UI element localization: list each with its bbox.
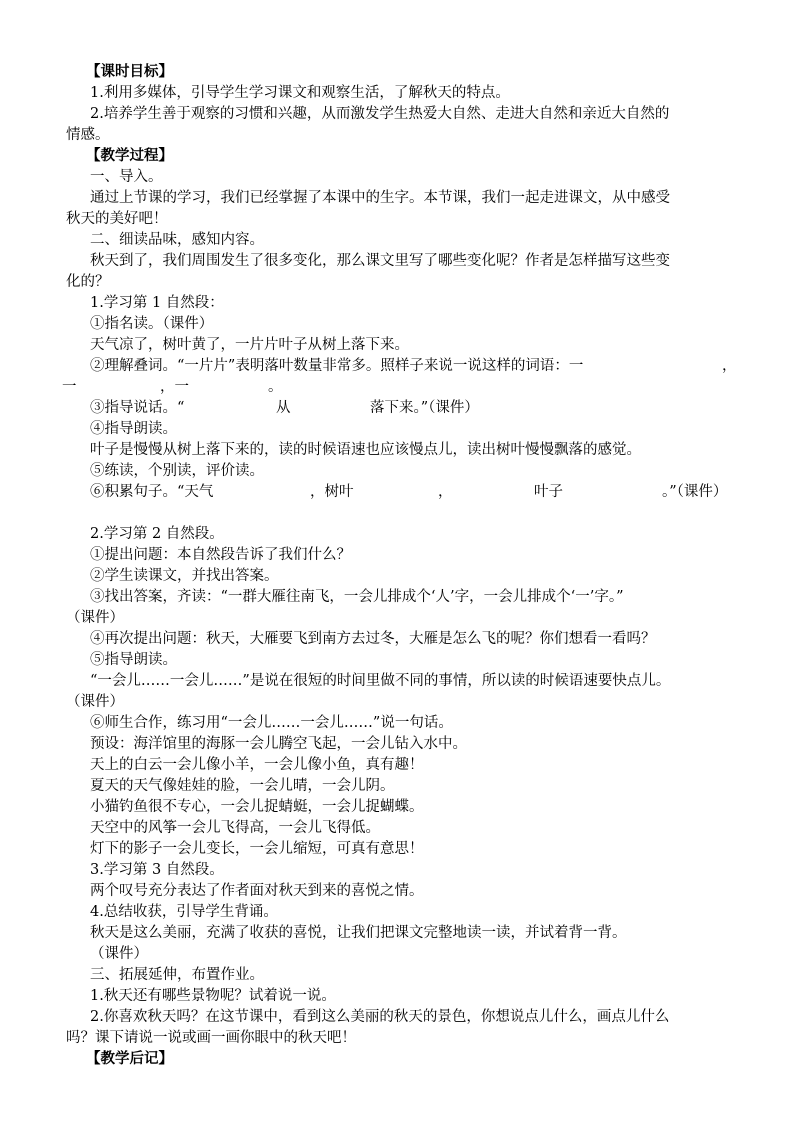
extension-question-2-cont: 吗？课下请说一说或画一画你眼中的秋天吧！	[66, 1030, 356, 1046]
para2-title: 2.学习第 2 自然段。	[90, 526, 224, 542]
para1-step2-blank1: 一	[62, 379, 77, 395]
example-sentence: 预设：海洋馆里的海豚一会儿腾空飞起，一会儿钻入水中。	[90, 736, 467, 752]
para1-step2-comma: ，	[722, 358, 737, 374]
para1-step3: ③指导说话。“	[90, 400, 185, 416]
para1-step2-blank3: 。	[268, 379, 283, 395]
para1-step1-text: 天气凉了，树叶黄了，一片片叶子从树上落下来。	[90, 337, 409, 353]
para1-step2-blank2: ，一	[160, 379, 189, 395]
para1-step4-text: 叶子是慢慢从树上落下来的，读的时候语速也应该慢点儿，读出树叶慢慢飘落的感觉。	[90, 442, 641, 458]
example-sentence: 灯下的影子一会儿变长，一会儿缩短，可真有意思！	[90, 841, 424, 857]
para2-step5-tail: （课件）	[66, 694, 124, 710]
para1-title: 1.学习第 1 自然段：	[90, 295, 224, 311]
para4-tail: （课件）	[90, 946, 148, 962]
para1-step3-end: 落下来。”（课件）	[370, 400, 479, 416]
para2-step3: ③找出答案，齐读：“一群大雁往南飞，一会儿排成个‘人’字，一会儿排成个‘一’字。”	[90, 589, 624, 605]
para2-step1: ①提出问题：本自然段告诉了我们什么？	[90, 547, 351, 563]
example-sentence: 天上的白云一会儿像小羊，一会儿像小鱼，真有趣！	[90, 757, 424, 773]
para4-title: 4.总结收获，引导学生背诵。	[90, 904, 278, 920]
goal-heading: 【课时目标】	[86, 63, 173, 80]
reading-title: 二、细读品味，感知内容。	[90, 232, 264, 248]
extension-title: 三、拓展延伸，布置作业。	[90, 967, 264, 983]
para1-step6-comma: ，	[438, 484, 453, 500]
intro-paragraph-cont: 秋天的美好吧！	[66, 211, 168, 227]
reading-paragraph-cont: 化的？	[66, 274, 110, 290]
para2-step5: ⑤指导朗读。	[90, 652, 177, 668]
para2-step3-tail: （课件）	[66, 610, 124, 626]
para1-step1: ①指名读。（课件）	[90, 316, 214, 332]
para1-step6-leaves: ，树叶	[310, 484, 354, 500]
goal-2-cont: 情感。	[66, 127, 110, 143]
para1-step2: ②理解叠词。“一片片”表明落叶数量非常多。照样子来说一说这样的词语：一	[90, 358, 584, 374]
para2-step2: ②学生读课文，并找出答案。	[90, 568, 279, 584]
para1-step6-end: 。”（课件）	[662, 484, 728, 500]
reading-paragraph: 秋天到了，我们周围发生了很多变化，那么课文里写了哪些变化呢？作者是怎样描写这些变	[90, 253, 670, 269]
para2-step5-text: “一会儿……一会儿……”是说在很短的时间里做不同的事情，所以读的时候语速要快点儿。	[90, 673, 671, 689]
process-heading: 【教学过程】	[86, 147, 173, 164]
para3-text: 两个叹号充分表达了作者面对秋天到来的喜悦之情。	[90, 883, 424, 899]
postscript-heading: 【教学后记】	[86, 1050, 173, 1067]
para3-title: 3.学习第 3 自然段。	[90, 862, 224, 878]
para1-step6-leaf: 叶子	[534, 484, 563, 500]
para4-text: 秋天是这么美丽，充满了收获的喜悦，让我们把课文完整地读一读，并试着背一背。	[90, 925, 627, 941]
intro-paragraph: 通过上节课的学习，我们已经掌握了本课中的生字。本节课，我们一起走进课文，从中感受	[90, 190, 670, 206]
example-sentence: 小猫钓鱼很不专心，一会儿捉蜻蜓，一会儿捉蝴蝶。	[90, 799, 424, 815]
para2-step4: ④再次提出问题：秋天，大雁要飞到南方去过冬，大雁是怎么飞的呢？你们想看一看吗？	[90, 631, 656, 647]
para1-step6: ⑥积累句子。“天气	[90, 484, 214, 500]
extension-question-1: 1.秋天还有哪些景物呢？试着说一说。	[90, 988, 336, 1004]
para1-step5: ⑤练读，个别读，评价读。	[90, 463, 264, 479]
intro-title: 一、导入。	[90, 169, 163, 185]
para1-step4: ④指导朗读。	[90, 421, 177, 437]
para2-step6: ⑥师生合作，练习用“一会儿……一会儿……”说一句话。	[90, 715, 453, 731]
example-sentence: 天空中的风筝一会儿飞得高，一会儿飞得低。	[90, 820, 380, 836]
goal-2: 2.培养学生善于观察的习惯和兴趣，从而激发学生热爱大自然、走进大自然和亲近大自然的	[90, 106, 670, 122]
goal-1: 1.利用多媒体，引导学生学习课文和观察生活，了解秋天的特点。	[90, 85, 510, 101]
para1-step3-from: 从	[276, 400, 291, 416]
example-sentence: 夏天的天气像娃娃的脸，一会儿晴，一会儿阴。	[90, 778, 395, 794]
extension-question-2: 2.你喜欢秋天吗？在这节课中，看到这么美丽的秋天的景色，你想说点儿什么，画点儿什么	[90, 1009, 670, 1025]
